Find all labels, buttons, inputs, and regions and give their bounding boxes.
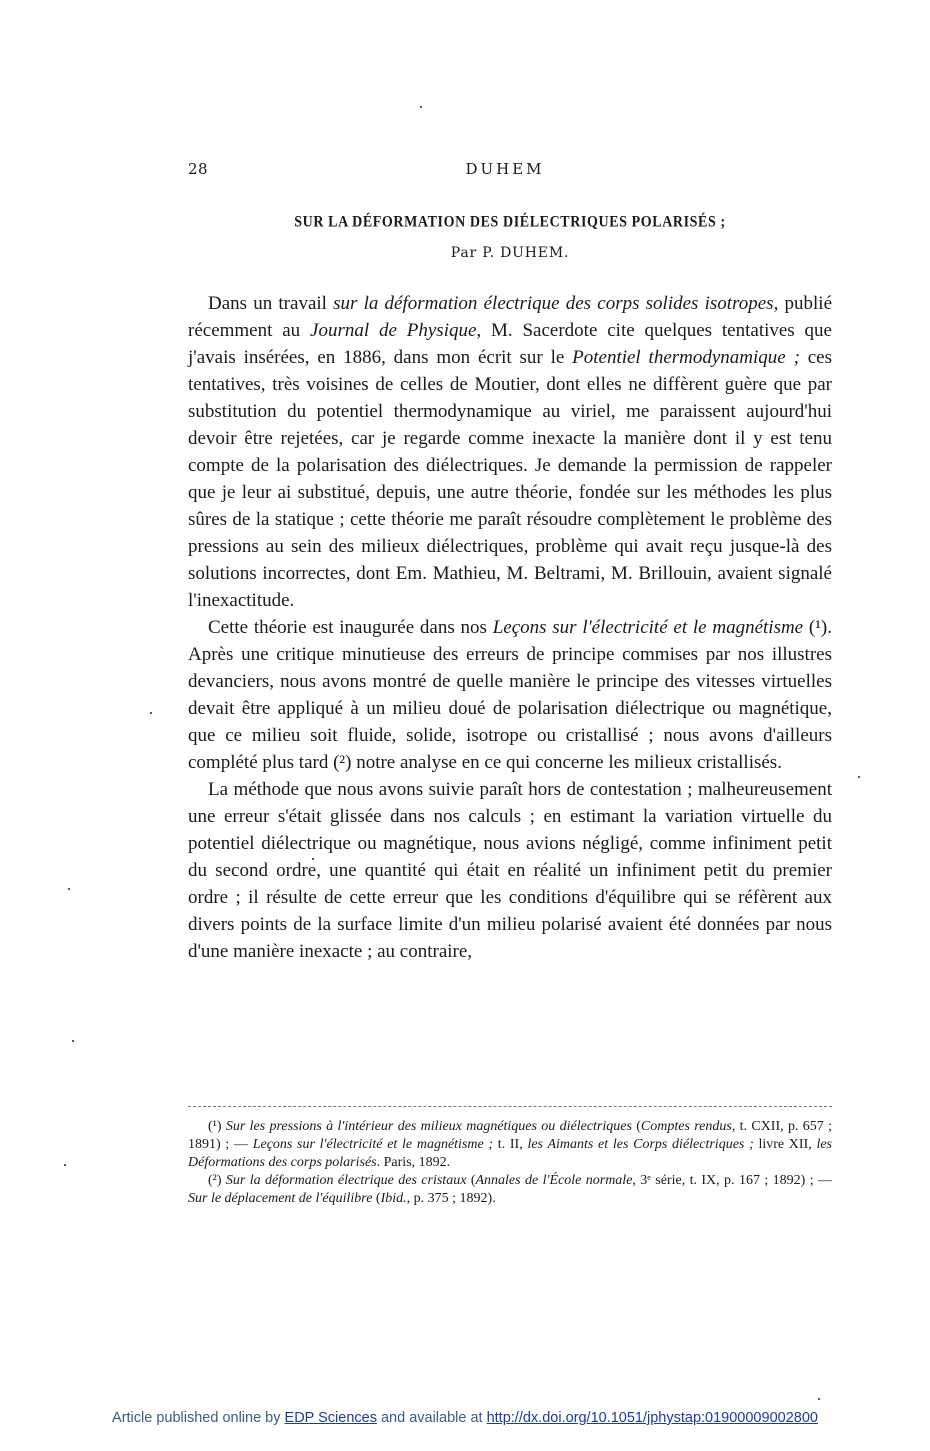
italic-run: Potentiel thermodynamique ;	[572, 347, 800, 368]
text-run: (	[466, 1173, 476, 1188]
publisher-link[interactable]: EDP Sciences	[284, 1410, 377, 1426]
footnote-2	[188, 1172, 832, 1208]
footnotes	[188, 1118, 832, 1208]
scan-speck	[312, 858, 314, 860]
italic-run: Sur le déplacement de l'équilibre	[188, 1191, 373, 1206]
text-run: , p. 375 ; 1892).	[406, 1191, 496, 1206]
text-run: (¹)	[208, 1119, 226, 1134]
article-title: SUR LA DÉFORMATION DES DIÉLECTRIQUES POLARISÉS ;	[294, 214, 726, 231]
scan-speck	[68, 888, 70, 890]
text-run: t. II,	[493, 1137, 528, 1152]
text-run: Dans un travail	[208, 293, 334, 314]
body-paragraph	[188, 290, 832, 614]
text-run: , 3ᵉ série, t. IX, p. 167 ; 1892) ; —	[632, 1173, 832, 1188]
scan-speck	[420, 106, 422, 108]
text-run: , t. CXII, p. 657 ; 1891) ; —	[188, 1119, 832, 1152]
body-paragraph	[188, 614, 832, 776]
italic-run: Leçons sur l'électricité et le magnétisme ;	[252, 1137, 494, 1152]
text-run: . Paris, 1892.	[376, 1155, 451, 1170]
text-run: (²)	[208, 1173, 226, 1188]
italic-run: Sur les pressions à l'intérieur des milieux magnétiques ou diélectriques	[225, 1119, 632, 1134]
author-byline: Par P. DUHEM.	[450, 245, 570, 261]
scan-speck	[818, 1398, 820, 1400]
scan-speck	[858, 776, 860, 778]
text-run: (	[372, 1191, 381, 1206]
italic-run: Leçons sur l'électricité et le magnétisme	[492, 617, 804, 638]
doi-link[interactable]: http://dx.doi.org/10.1051/jphystap:01900009002800	[486, 1410, 818, 1426]
scan-speck	[64, 1164, 66, 1166]
text-run: , publié récemment au	[188, 293, 832, 341]
text-run: (¹). Après une critique minutieuse des erreurs de principe commises par nos illustres devanciers, nous avons montré de quelle manière le principe des vitesses virtuelles devait être appliqué à un milieu doué de polarisation diélectrique ou magnétique, que ce milieu soit fluide, solide, isotrope ou cristallisé ; nous avons d'ailleurs complété plus tard (²) notre analyse en ce qui concerne les milieux cristallisés.	[188, 617, 832, 773]
running-head: DUHEM	[465, 160, 545, 178]
publisher-middle: and available at	[376, 1410, 487, 1426]
publisher-prefix: Article published online by	[112, 1410, 285, 1426]
text-run: Cette théorie est inaugurée dans nos	[208, 617, 493, 638]
text-run: ces tentatives, très voisines de celles de Moutier, dont elles ne diffèrent guère que par substitution du potentiel thermodynamique au viriel, me paraissent aujourd'hui devoir être rejetées, car je regarde comme inexacte la manière dont il y est tenu compte de la polarisation des diélectriques. Je demande la permission de rappeler que je leur ai substitué, depuis, une autre théorie, fondée sur les méthodes les plus sûres de la statique ; cette théorie me paraît résoudre complètement le problème des pressions au sein des milieux diélectriques, problème qui avait reçu jusque-là des solutions incorrectes, dont Em. Mathieu, M. Beltrami, M. Brillouin, avaient signalé l'inexactitude.	[188, 347, 832, 611]
body-paragraph	[188, 776, 832, 965]
italic-run: sur la déformation électrique des corps solides isotropes	[333, 293, 774, 314]
publisher-line	[0, 1410, 930, 1426]
italic-run: Annales de l'École normale	[475, 1173, 633, 1188]
italic-run: Comptes rendus	[640, 1119, 732, 1134]
italic-run: les Déformations des corps polarisés	[188, 1137, 833, 1170]
text-run: (	[631, 1119, 641, 1134]
text-run: livre XII,	[753, 1137, 817, 1152]
scan-speck	[72, 1040, 74, 1042]
article-body	[188, 290, 832, 965]
scan-speck	[150, 712, 152, 714]
italic-run: Ibid.	[380, 1191, 407, 1206]
italic-run: Journal de Physique	[310, 320, 477, 341]
text-run: La méthode que nous avons suivie paraît hors de contestation ; malheureusement une erreur s'était glissée dans nos calculs ; en estimant la variation virtuelle du potentiel diélectrique ou magnétique, nous avions négligé, comme infiniment petit du second ordre, une quantité qui était en réalité un infiniment petit du premier ordre ; il résulte de cette erreur que les conditions d'équilibre qui se réfèrent aux divers points de la surface limite d'un milieu polarisé avaient été données par nous d'une manière inexacte ; au contraire,	[188, 779, 832, 962]
page-number: 28	[188, 160, 209, 178]
footnote-separator	[188, 1106, 832, 1107]
footnote-1	[188, 1118, 832, 1172]
italic-run: Sur la déformation électrique des cristaux	[225, 1173, 467, 1188]
italic-run: les Aimants et les Corps diélectriques ;	[527, 1137, 754, 1152]
text-run: , M. Sacerdote cite quelques tentatives que j'avais insérées, en 1886, dans mon écrit sur le	[188, 320, 832, 368]
